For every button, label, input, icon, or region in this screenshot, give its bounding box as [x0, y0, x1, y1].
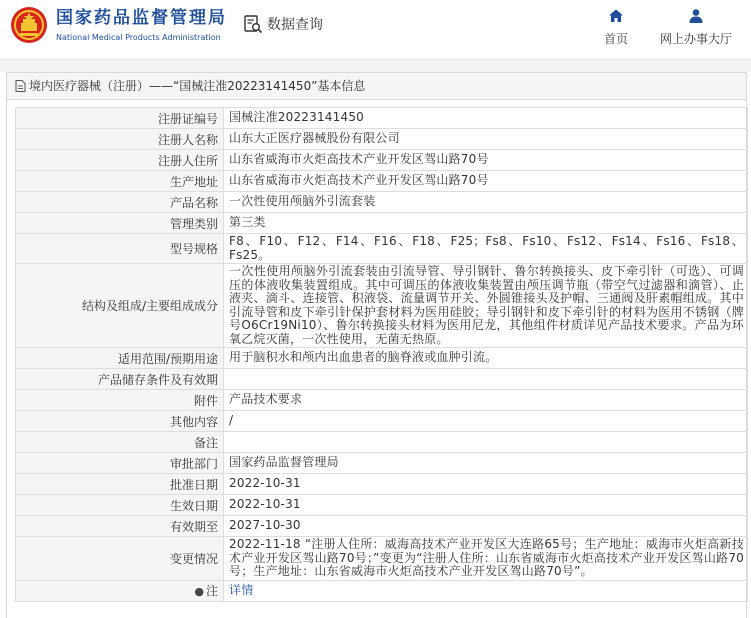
- table-row: [16, 348, 748, 369]
- row-label: 产品储存条件及有效期: [16, 369, 224, 390]
- nav-online-office[interactable]: [660, 8, 732, 47]
- row-label: 生产地址: [16, 171, 224, 192]
- row-label: 变更情况: [16, 537, 224, 581]
- site-header: [0, 0, 751, 60]
- row-value: 第三类: [224, 213, 748, 234]
- row-value: 一次性使用颅脑外引流套装: [224, 192, 748, 213]
- table-row: [16, 264, 748, 348]
- table-row: [16, 171, 748, 192]
- row-label: 产品名称: [16, 192, 224, 213]
- table-row: [16, 234, 748, 264]
- nav-home-label: 首页: [604, 32, 629, 46]
- row-value: 2022-10-31: [224, 474, 748, 495]
- home-icon: [608, 8, 624, 24]
- brand-subtitle: National Medical Products Administration: [56, 33, 221, 42]
- panel-title: 境内医疗器械（注册）——“国械注准20223141450”基本信息: [29, 78, 366, 93]
- table-row: [16, 474, 748, 495]
- table-row: [16, 390, 748, 411]
- row-label: 管理类别: [16, 213, 224, 234]
- user-icon: [688, 8, 704, 24]
- table-row: [16, 580, 748, 601]
- nav-home[interactable]: [604, 8, 628, 47]
- national-emblem-icon: [10, 6, 48, 44]
- table-row: [16, 369, 748, 390]
- table-row: [16, 108, 748, 129]
- row-label: 结构及组成/主要组成成分: [16, 264, 224, 348]
- table-row: [16, 516, 748, 537]
- row-value: 产品技术要求: [224, 390, 748, 411]
- row-value: [224, 432, 748, 453]
- row-value: 国械注准20223141450: [224, 108, 748, 129]
- details-link[interactable]: 详情: [229, 582, 254, 597]
- data-query-label: 数据查询: [267, 17, 323, 33]
- table-row: [16, 495, 748, 516]
- row-label: 批准日期: [16, 474, 224, 495]
- row-value: /: [224, 411, 748, 432]
- brand[interactable]: [56, 7, 227, 44]
- panel-title-bar: [7, 73, 746, 100]
- table-row: [16, 213, 748, 234]
- row-label: 有效期至: [16, 516, 224, 537]
- row-value: F8、F10、F12、F14、F16、F18、F25；Fs8、Fs10、Fs12、Fs14、Fs16、Fs18、Fs25。: [224, 234, 748, 264]
- row-label: 备注: [16, 432, 224, 453]
- data-query-link[interactable]: [243, 14, 323, 34]
- document-icon: [15, 80, 26, 92]
- detail-panel: [6, 72, 747, 618]
- row-label: 适用范围/预期用途: [16, 348, 224, 369]
- table-row: [16, 150, 748, 171]
- row-value: 山东省威海市火炬高技术产业开发区驾山路70号: [224, 171, 748, 192]
- row-label: 型号规格: [16, 234, 224, 264]
- row-value: 一次性使用颅脑外引流套装由引流导管、导引钢针、鲁尔转换接头、皮下牵引针（可选）、可调压的体液收集装置组成。其中可调压的体液收集装置由颅压调节瓶（带空气过滤器和滴管）、止液夹、滴斗、连接管、积液袋、流量调节开关、外圆锥接头及护帽、三通阀及肝素帽组成。其中引流导管和皮下牵引针保护套材料为医用硅胶；导引钢针和皮下牵引针的材料为医用不锈钢（牌号O6Cr19Ni10）、鲁尔转换接头材料为医用尼龙，其他组件材质详见产品技术要求。产品为环氧乙烷灭菌，一次性使用，无菌无热原。: [224, 264, 748, 348]
- row-value: 山东省威海市火炬高技术产业开发区驾山路70号: [224, 150, 748, 171]
- note-label-cell: [16, 580, 224, 601]
- row-label: 审批部门: [16, 453, 224, 474]
- row-label: 注册证编号: [16, 108, 224, 129]
- row-value: 2027-10-30: [224, 516, 748, 537]
- table-row: [16, 432, 748, 453]
- row-value: [224, 369, 748, 390]
- row-value: 山东大正医疗器械股份有限公司: [224, 129, 748, 150]
- row-label: 注册人名称: [16, 129, 224, 150]
- nav-office-label: 网上办事大厅: [660, 32, 733, 46]
- row-value: 国家药品监督管理局: [224, 453, 748, 474]
- row-value: 2022-10-31: [224, 495, 748, 516]
- row-value: 2022-11-18 “注册人住所：威海高技术产业开发区大连路65号；生产地址：威海市火炬高新技术产业开发区驾山路70号；”变更为“注册人住所：山东省威海市火炬高技术产业开发区驾山路70号；生产地址：山东省威海市火炬高技术产业开发区驾山路70号”。: [224, 537, 748, 581]
- table-row: [16, 411, 748, 432]
- row-label: 附件: [16, 390, 224, 411]
- header-gap: [0, 60, 751, 72]
- map-pin-icon: ●: [194, 585, 204, 598]
- brand-title: 国家药品监督管理局: [56, 8, 227, 28]
- info-table: [15, 107, 748, 602]
- row-value: 用于脑积水和颅内出血患者的脑脊液或血肿引流。: [224, 348, 748, 369]
- row-label: 生效日期: [16, 495, 224, 516]
- table-row: [16, 453, 748, 474]
- note-value-cell: [224, 580, 748, 601]
- table-row: [16, 129, 748, 150]
- table-row: [16, 192, 748, 213]
- table-row: [16, 537, 748, 581]
- document-search-icon: [243, 14, 263, 34]
- note-label: 注: [205, 584, 218, 598]
- row-label: 其他内容: [16, 411, 224, 432]
- row-label: 注册人住所: [16, 150, 224, 171]
